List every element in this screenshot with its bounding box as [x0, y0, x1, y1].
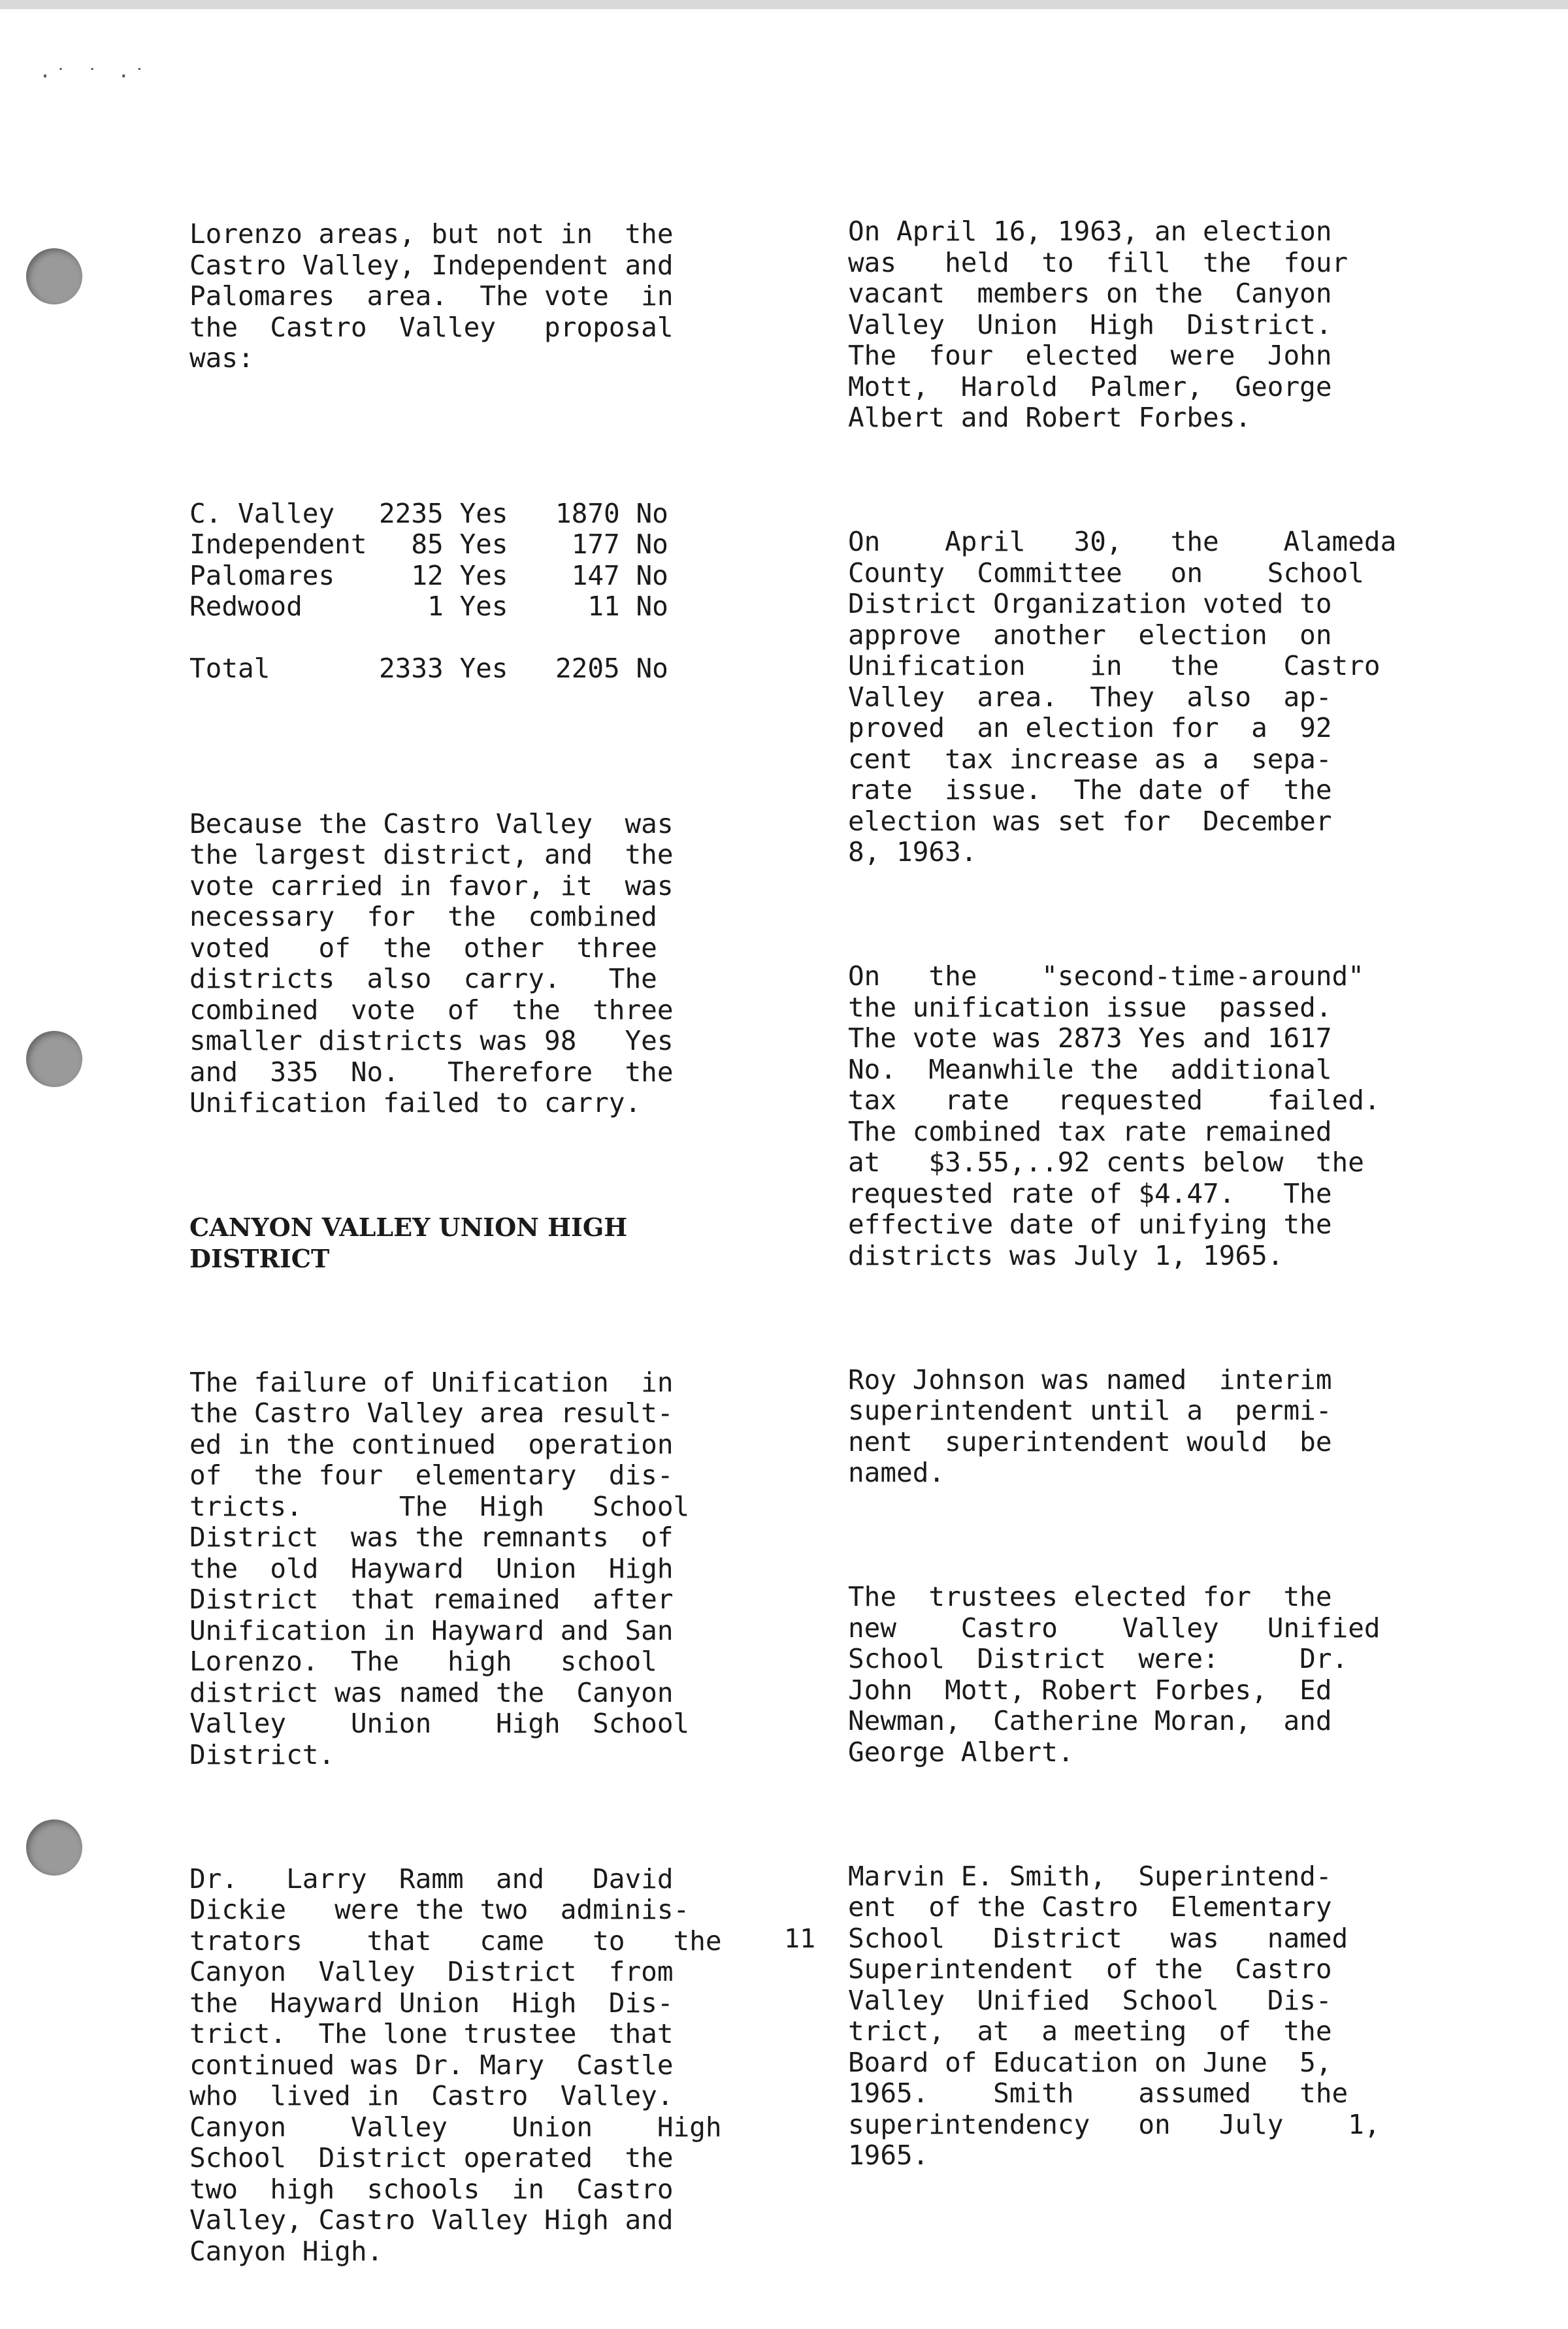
- vote-total-yes: 2333: [379, 653, 444, 684]
- table-row: [189, 498, 685, 530]
- vote-yes-count: 85: [411, 529, 444, 560]
- vote-table: [189, 498, 685, 685]
- april30-paragraph: On April 30, the Alameda County Committee on School District Organization voted to approve another election on Unification in the Castro Valley area. They also ap- proved an election for a 92 cent tax increase as a sepa- rate issue. The date of the election was set for December 8, 1963.: [848, 526, 1397, 868]
- left-column: [189, 157, 764, 2329]
- vote-yes-label: Yes: [459, 653, 508, 684]
- vote-yes-label: Yes: [459, 497, 508, 529]
- vote-no-label: No: [636, 497, 668, 529]
- vote-yes-label: Yes: [459, 559, 508, 591]
- total-row: [189, 623, 685, 685]
- vote-area: C. Valley: [189, 497, 335, 529]
- vote-yes-count: 2235: [379, 497, 444, 529]
- vote-yes-count: 12: [411, 559, 444, 591]
- vote-no-count: 147: [571, 559, 620, 591]
- table-row: [189, 561, 685, 592]
- vote-no-label: No: [636, 529, 668, 560]
- vote-no-label: No: [636, 591, 668, 622]
- scan-top-edge: [0, 0, 1568, 9]
- binder-hole-middle: [26, 1031, 82, 1087]
- vote-total-no: 2205: [555, 653, 620, 684]
- table-row: [189, 529, 685, 561]
- intro-paragraph: Lorenzo areas, but not in the Castro Valley, Independent and Palomares area. The vote in the Castro Valley proposal was:: [189, 218, 674, 374]
- binder-hole-top: [26, 248, 82, 304]
- vote-no-label: No: [636, 653, 668, 684]
- page-number: 11: [784, 1924, 816, 1954]
- trustees-paragraph: The trustees elected for the new Castro Valley Unified School District were: Dr. John Mott, Robert Forbes, Ed Newman, Catherine Moran, and George Albert.: [848, 1581, 1380, 1768]
- vote-no-count: 1870: [555, 497, 620, 529]
- vote-area: Redwood: [189, 591, 302, 622]
- vote-no-count: 11: [587, 591, 620, 622]
- vote-yes-label: Yes: [459, 591, 508, 622]
- scan-specks: ·˙ ˙ ·˙: [39, 65, 150, 88]
- binder-hole-bottom: [26, 1819, 82, 1876]
- vote-yes-label: Yes: [459, 529, 508, 560]
- second-time-paragraph: On the "second-time-around" the unification issue passed. The vote was 2873 Yes and 1617 No. Meanwhile the additional tax rate requested failed. The combined tax rate remained at $3.55,..92 cents below the requested rate of $4.47. The effective date of unifying the districts was July 1, 1965.: [848, 960, 1380, 1271]
- vote-yes-count: 1: [427, 591, 444, 622]
- right-column: [848, 154, 1423, 2234]
- vote-no-count: 177: [571, 529, 620, 560]
- vote-area: Independent: [189, 529, 367, 560]
- section-heading: CANYON VALLEY UNION HIGH DISTRICT: [189, 1213, 628, 1273]
- vote-total-label: Total: [189, 653, 270, 684]
- roy-johnson-paragraph: Roy Johnson was named interim superintendent until a permi- nent superintendent would be named.: [848, 1363, 1332, 1488]
- vote-no-label: No: [636, 559, 668, 591]
- table-row: [189, 591, 685, 623]
- ramm-paragraph: Dr. Larry Ramm and David Dickie were the two adminis- trators that came to the Canyon Valley District from the Hayward Union High Dis- trict. The lone trustee that continued was Dr. Mary Castle who lived in Castro Valley. Canyon Valley Union High School District operated the two high schools in Castro Valley, Castro Valley High and Canyon High.: [189, 1863, 722, 2267]
- smith-paragraph: Marvin E. Smith, Superintend- ent of the Castro Elementary School District was named Superintendent of the Castro Valley Unified School Dis- trict, at a meeting of the Board of Education on June 5, 1965. Smith assumed the superintendency on July 1, 1965.: [848, 1860, 1380, 2171]
- because-paragraph: Because the Castro Valley was the largest district, and the vote carried in favor, it was necessary for the combined voted of the other three districts also carry. The combined vote of the three smaller districts was 98 Yes and 335 No. Therefore the Unification failed to carry.: [189, 807, 674, 1118]
- vote-area: Palomares: [189, 559, 335, 591]
- failure-paragraph: The failure of Unification in the Castro Valley area result- ed in the continued operation of the four elementary dis- tricts. The High School District was the remnants of the old Hayward Union High District that remained after Unification in Hayward and San Lorenzo. The high school district was named the Canyon Valley Union High School District.: [189, 1366, 690, 1770]
- april16-paragraph: On April 16, 1963, an election was held to fill the four vacant members on the Canyon Valley Union High District. The four elected were John Mott, Harold Palmer, George Albert and Robert Forbes.: [848, 216, 1348, 433]
